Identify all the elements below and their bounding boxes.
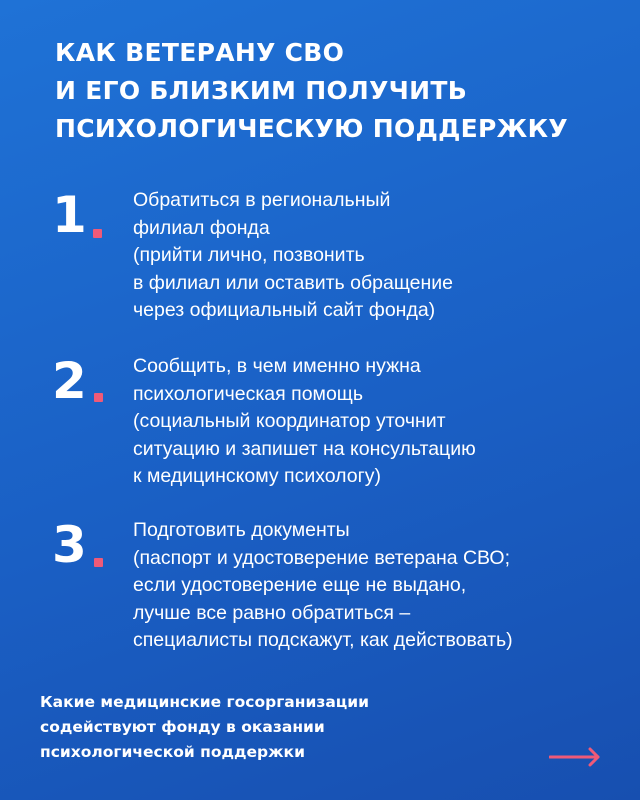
step-text <box>133 187 623 325</box>
step-text <box>133 517 623 655</box>
step-line: Сообщить, в чем именно нужна <box>133 355 421 377</box>
step-line: ситуацию и запишет на консультацию <box>133 437 476 460</box>
arrow-right-icon[interactable] <box>549 747 601 767</box>
step-line: к медицинскому психологу) <box>133 465 381 487</box>
title-line: И ЕГО БЛИЗКИМ ПОЛУЧИТЬ <box>55 76 468 105</box>
step-line: (паспорт и удостоверение ветерана СВО; <box>133 546 511 569</box>
step-line: (социальный координатор уточнит <box>133 410 446 432</box>
step-number: 3 <box>52 516 87 574</box>
step-line: в филиал или оставить обращение <box>133 271 453 294</box>
step-line: филиал фонда <box>133 216 270 239</box>
step-number: 1 <box>52 186 87 244</box>
accent-dot <box>94 393 103 402</box>
accent-dot <box>94 558 103 567</box>
step-line: специалисты подскажут, как действовать) <box>133 629 513 651</box>
step-line: Обратиться в региональный <box>133 189 391 211</box>
accent-dot <box>93 229 102 238</box>
step-line: если удостоверение еще не выдано, <box>133 574 467 596</box>
step-line: Подготовить документы <box>133 519 350 541</box>
step-number: 2 <box>52 352 87 410</box>
step-line: психологическая помощь <box>133 382 363 405</box>
footer-line: Какие медицинские госорганизации <box>40 693 369 711</box>
step-text <box>133 353 623 491</box>
footer-teaser <box>40 690 500 765</box>
footer-line: содействуют фонду в оказании <box>40 718 325 736</box>
step-line: через официальный сайт фонда) <box>133 299 436 321</box>
title-line: КАК ВЕТЕРАНУ СВО <box>55 38 345 67</box>
footer-line: психологической поддержки <box>40 743 305 761</box>
step-line: (прийти лично, позвонить <box>133 244 365 266</box>
page-title <box>55 34 615 148</box>
title-line: ПСИХОЛОГИЧЕСКУЮ ПОДДЕРЖКУ <box>55 114 568 143</box>
step-line: лучше все равно обратиться – <box>133 601 411 624</box>
